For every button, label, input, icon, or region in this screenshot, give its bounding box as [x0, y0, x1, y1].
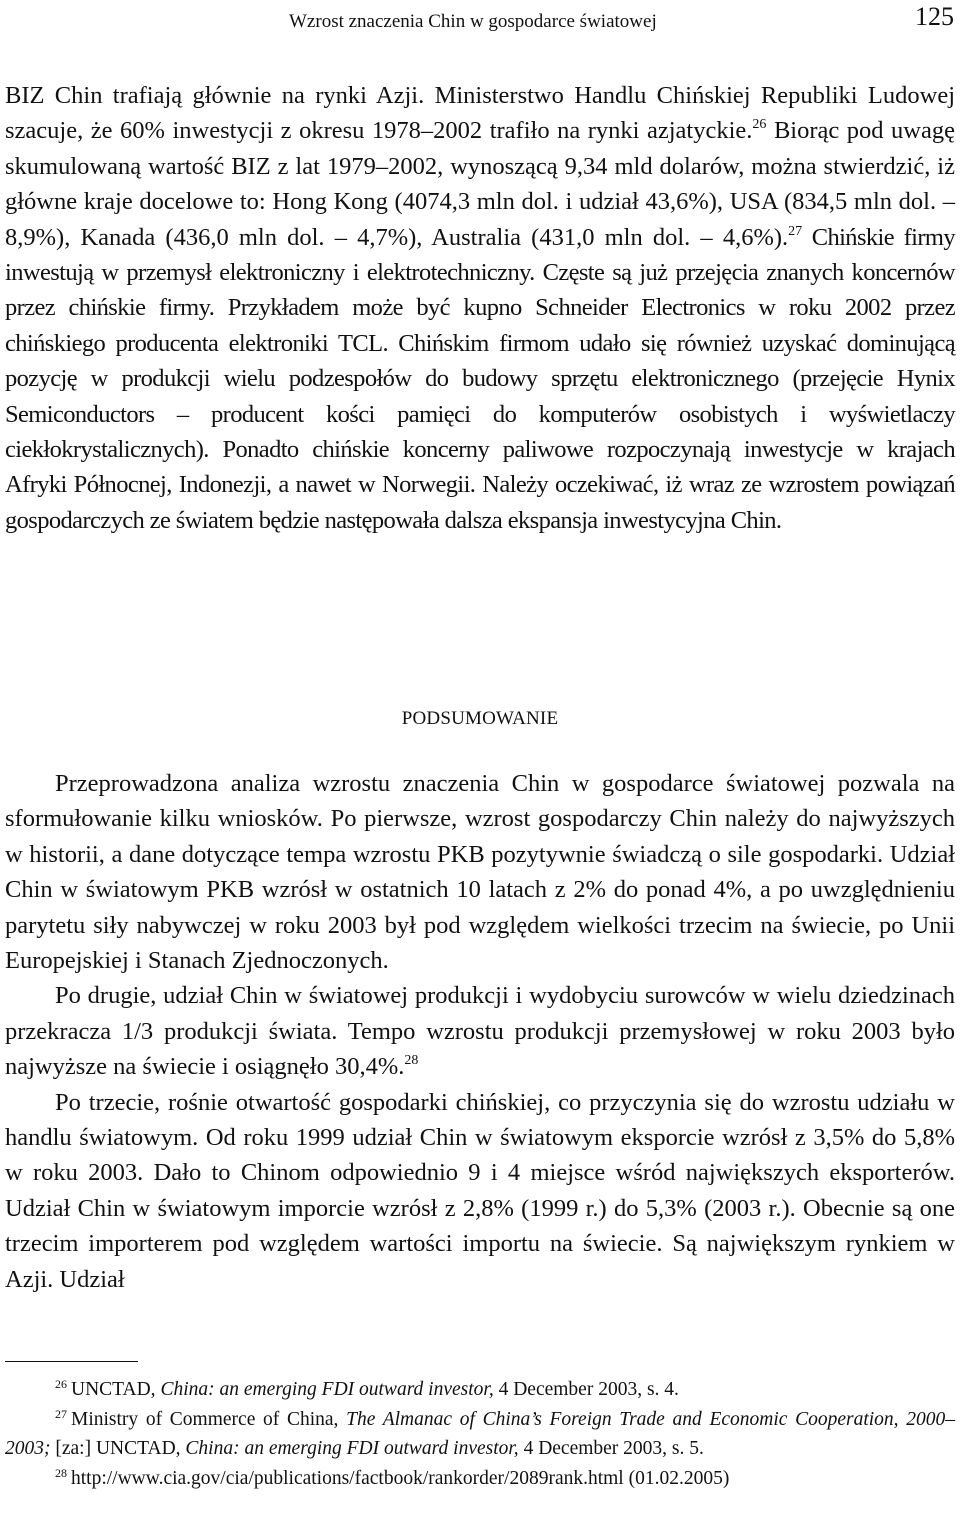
footnote-ref-27[interactable]: 27	[788, 223, 803, 239]
footnote-number: 27	[55, 1406, 67, 1421]
footnote-text: 4 December 2003, s. 4.	[493, 1379, 679, 1400]
footnote-source-title: China: an emerging FDI outward investor,	[185, 1438, 519, 1460]
paragraph-text: Po drugie, udział Chin w światowej produkcji i wydobyciu surowców w wielu dziedzinach przekracza 1/3 produkcji świata. Tempo wzrostu produkcji przemysłowej w roku 2003 było najwyższe na świecie i osiągnęło 30,4%.	[5, 982, 955, 1081]
paragraph-investment	[5, 78, 955, 538]
summary-section	[5, 766, 955, 1297]
footnote-divider	[5, 1361, 138, 1362]
footnote-source-title: China: an emerging FDI outward investor,	[160, 1379, 494, 1400]
footnote-text: Ministry of Commerce of China,	[71, 1408, 347, 1430]
footnote-link[interactable]: http://www.cia.gov/cia/publications/factbook/rankorder/2089rank.html (01.02.2005)	[71, 1468, 730, 1490]
footnote-number: 28	[55, 1466, 67, 1481]
footnotes	[5, 1375, 955, 1494]
footnote-26	[5, 1375, 955, 1405]
page-number: 125	[915, 2, 954, 31]
page-header	[0, 0, 960, 50]
footnote-source-title: The Almanac of China’s Foreign Trade and Economic Cooperation, 2000–2003;	[5, 1408, 956, 1460]
paragraph-text: BIZ Chin trafiają głównie na rynki Azji. Ministerstwo Handlu Chińskiej Republiki Ludowej szacuje, że 60% inwestycji z okresu 1978–2002 trafiło na rynki azjatyckie.	[5, 82, 955, 145]
section-heading: PODSUMOWANIE	[401, 708, 559, 729]
paragraph-text: Chińskie firmy inwestują w przemysł elektroniczny i elektrotechniczny. Częste są już przejęcia znanych koncernów przez chińskie firmy. Przykładem może być kupno Schneider Electronics w roku 2002 przez chińskiego producenta elektroniki TCL. Chińskim firmom udało się również uzyskać dominującą pozycję w produkcji wielu podzespołów do budowy sprzętu elektronicznego (przejęcie Hynix Semiconductors – producent kości pamięci do komputerów osobistych i wyświetlaczy ciekłokrystalicznych). Ponadto chińskie koncerny paliwowe rozpoczynają inwestycje w krajach Afryki Północnej, Indonezji, a nawet w Norwegii. Należy oczekiwać, iż wraz ze wzrostem powiązań gospodarczych ze światem będzie następowała dalsza ekspansja inwestycyjna Chin.	[5, 223, 955, 534]
summary-paragraph-3: Po trzecie, rośnie otwartość gospodarki chińskiej, co przyczynia się do wzrostu udziału w handlu światowym. Od roku 1999 udział Chin w światowym eksporcie wzrósł z 3,5% do 5,8% w roku 2003. Dało to Chinom odpowiednio 9 i 4 miejsce wśród największych eksporterów. Udział Chin w światowym imporcie wzrósł z 2,8% (1999 r.) do 5,3% (2003 r.). Obecnie są one trzecim importerem pod względem wartości importu na świecie. Są największym rynkiem w Azji. Udział	[5, 1088, 955, 1293]
summary-paragraph-1: Przeprowadzona analiza wzrostu znaczenia Chin w gospodarce światowej pozwala na sformułowanie kilku wniosków. Po pierwsze, wzrost gospodarczy Chin należy do najwyższych w historii, a dane dotyczące tempa wzrostu PKB pozytywnie świadczą o sile gospodarki. Udział Chin w światowym PKB wzrósł w ostatnich 10 latach z 2% do ponad 4%, a po uwzględnieniu parytetu siły nabywczej w roku 2003 był pod względem wielkości trzecim na świecie, po Unii Europejskiej i Stanach Zjednoczonych.	[5, 770, 955, 975]
footnote-text: 4 December 2003, s. 5.	[518, 1438, 704, 1460]
footnote-28	[5, 1464, 955, 1494]
paragraph-text: Biorąc pod uwagę skumulowaną wartość BIZ z lat 1979–2002, wynoszącą 9,34 mld dolarów, można stwierdzić, iż główne kraje docelowe to: Hong Kong (4074,3 mln dol. i udział 43,6%), USA (834,5 mln dol. – 8,9%), Kanada (436,0 mln dol. – 4,7%), Australia (431,0 mln dol. – 4,6%).	[5, 117, 956, 251]
footnote-text: [za:] UNCTAD,	[50, 1438, 186, 1460]
footnote-ref-26[interactable]: 26	[752, 117, 767, 133]
running-head: Wzrost znaczenia Chin w gospodarce światowej	[289, 11, 657, 32]
body-section-top	[5, 78, 955, 538]
footnote-text: UNCTAD,	[71, 1379, 161, 1400]
summary-paragraph-2	[5, 978, 955, 1084]
footnote-ref-28[interactable]: 28	[404, 1053, 419, 1069]
footnote-number: 26	[55, 1377, 67, 1391]
footnote-27	[5, 1405, 955, 1464]
